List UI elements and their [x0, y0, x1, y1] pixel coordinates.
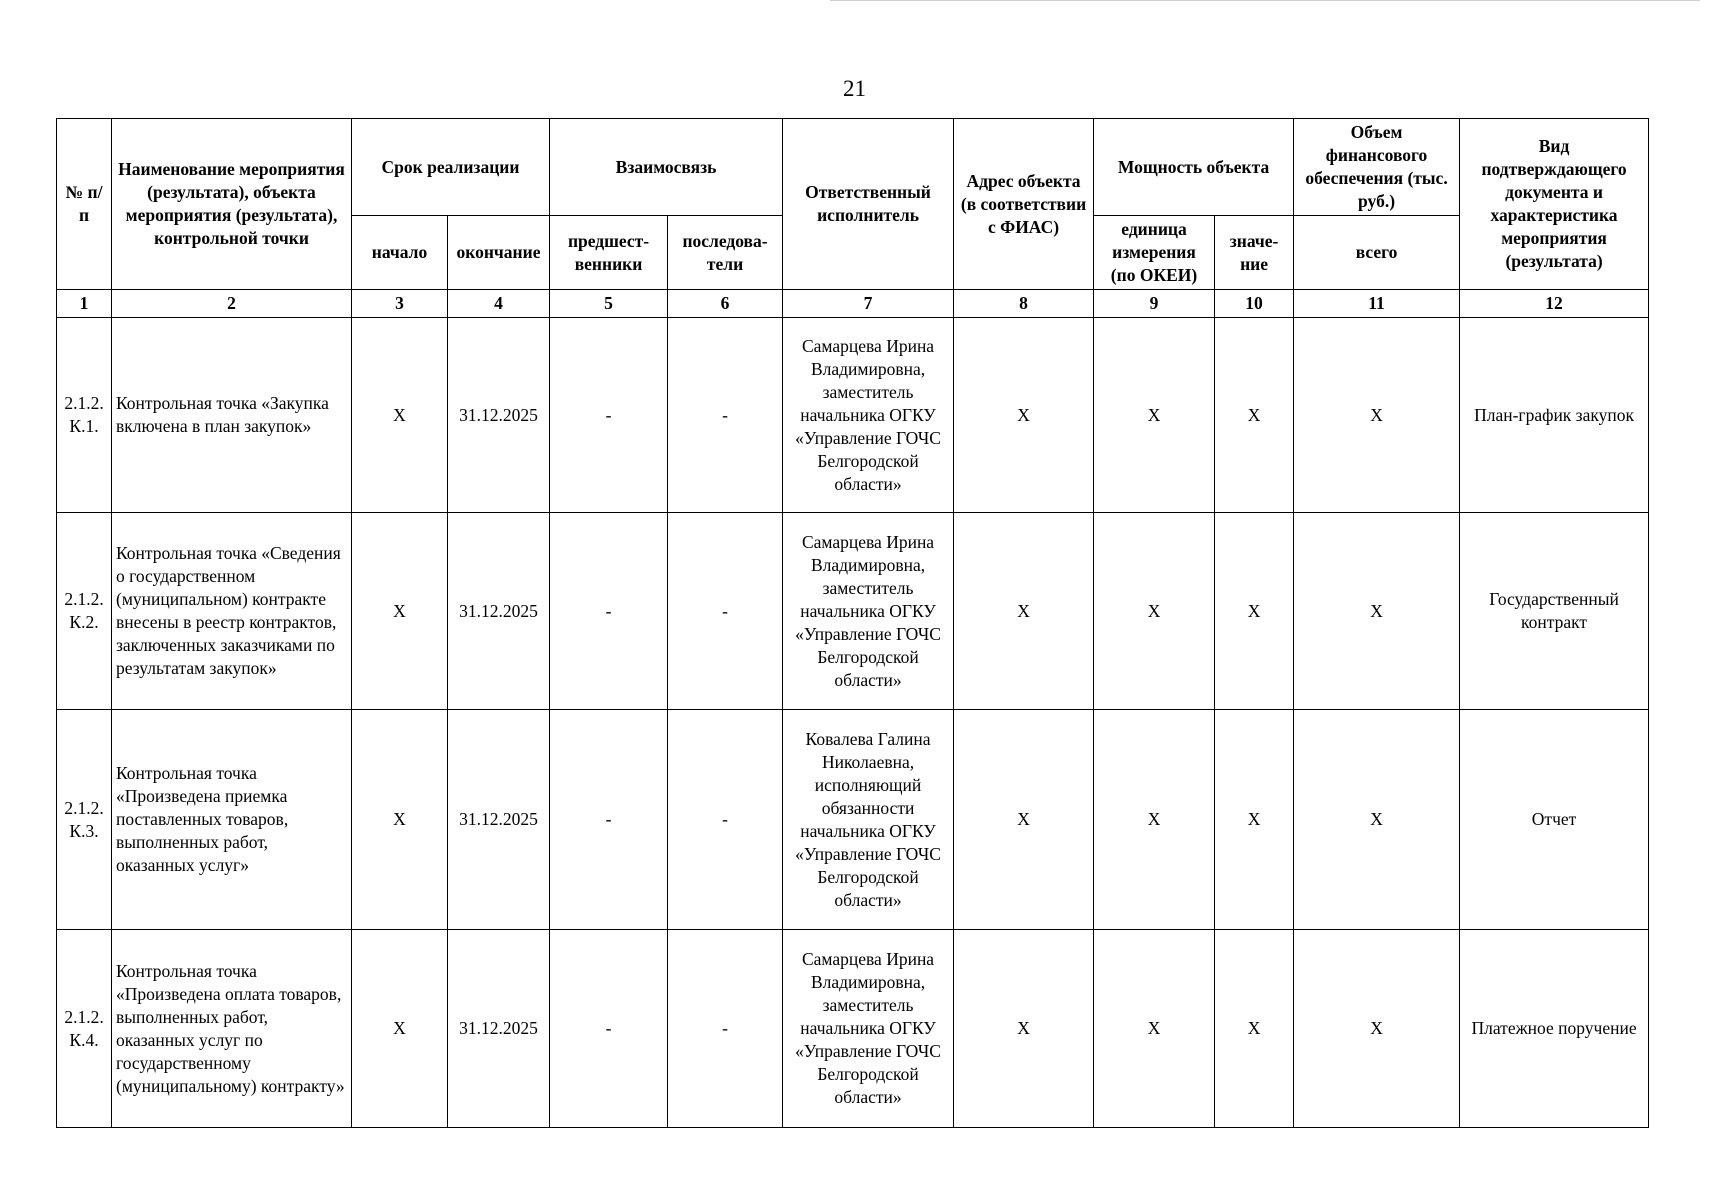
header-finance: Объем финансового обеспечения (тыс. руб.) — [1294, 119, 1460, 216]
row-responsible: Ковалева Галина Николаевна, исполняющий обязанности начальника ОГКУ «Управление ГОЧС Белгородской области» — [783, 710, 954, 930]
row-end: 31.12.2025 — [448, 513, 550, 710]
header-num: № п/п — [57, 119, 112, 290]
row-start: Х — [352, 930, 448, 1128]
scan-edge-line — [830, 0, 1700, 1]
column-number: 3 — [352, 290, 448, 318]
table-row — [57, 318, 1649, 513]
row-responsible: Самарцева Ирина Владимировна, заместитель начальника ОГКУ «Управление ГОЧС Белгородской области» — [783, 930, 954, 1128]
header-end: окончание — [448, 216, 550, 290]
row-total: Х — [1294, 710, 1460, 930]
row-successors: - — [668, 513, 783, 710]
row-number: 2.1.2. К.4. — [57, 930, 112, 1128]
row-successors: - — [668, 318, 783, 513]
table-row — [57, 513, 1649, 710]
row-unit: Х — [1094, 930, 1215, 1128]
row-end: 31.12.2025 — [448, 318, 550, 513]
row-address: Х — [954, 318, 1094, 513]
header-period: Срок реализации — [352, 119, 550, 216]
column-number: 12 — [1460, 290, 1649, 318]
row-successors: - — [668, 930, 783, 1128]
column-number: 8 — [954, 290, 1094, 318]
row-number: 2.1.2. К.1. — [57, 318, 112, 513]
row-address: Х — [954, 513, 1094, 710]
column-number: 7 — [783, 290, 954, 318]
row-value: Х — [1215, 930, 1294, 1128]
row-unit: Х — [1094, 710, 1215, 930]
column-number-row — [57, 290, 1649, 318]
header-row-1 — [57, 119, 1649, 216]
column-number: 11 — [1294, 290, 1460, 318]
column-number: 2 — [112, 290, 352, 318]
header-address: Адрес объекта (в соответствии с ФИАС) — [954, 119, 1094, 290]
column-number: 10 — [1215, 290, 1294, 318]
header-successors: последова-тели — [668, 216, 783, 290]
row-document: Платежное поручение — [1460, 930, 1649, 1128]
row-unit: Х — [1094, 318, 1215, 513]
row-start: Х — [352, 318, 448, 513]
row-end: 31.12.2025 — [448, 710, 550, 930]
row-total: Х — [1294, 318, 1460, 513]
header-start: начало — [352, 216, 448, 290]
row-total: Х — [1294, 930, 1460, 1128]
row-predecessors: - — [550, 513, 668, 710]
row-name: Контрольная точка «Произведена приемка поставленных товаров, выполненных работ, оказанных услуг» — [112, 710, 352, 930]
header-document: Вид подтверждающего документа и характеристика мероприятия (результата) — [1460, 119, 1649, 290]
column-number: 4 — [448, 290, 550, 318]
row-predecessors: - — [550, 318, 668, 513]
row-address: Х — [954, 710, 1094, 930]
header-unit: единица измерения (по ОКЕИ) — [1094, 216, 1215, 290]
row-number: 2.1.2. К.2. — [57, 513, 112, 710]
row-predecessors: - — [550, 930, 668, 1128]
control-points-table — [56, 118, 1649, 1128]
row-name: Контрольная точка «Сведения о государственном (муниципальном) контракте внесены в реестр контрактов, заключенных заказчиками по результатам закупок» — [112, 513, 352, 710]
row-value: Х — [1215, 318, 1294, 513]
column-number: 6 — [668, 290, 783, 318]
row-end: 31.12.2025 — [448, 930, 550, 1128]
header-name: Наименование мероприятия (результата), объекта мероприятия (результата), контрольной точки — [112, 119, 352, 290]
row-unit: Х — [1094, 513, 1215, 710]
row-responsible: Самарцева Ирина Владимировна, заместитель начальника ОГКУ «Управление ГОЧС Белгородской области» — [783, 318, 954, 513]
row-document: Государственный контракт — [1460, 513, 1649, 710]
table-row — [57, 930, 1649, 1128]
row-start: Х — [352, 513, 448, 710]
row-name: Контрольная точка «Произведена оплата товаров, выполненных работ, оказанных услуг по государственному (муниципальному) контракту» — [112, 930, 352, 1128]
header-capacity: Мощность объекта — [1094, 119, 1294, 216]
table-row — [57, 710, 1649, 930]
row-name: Контрольная точка «Закупка включена в план закупок» — [112, 318, 352, 513]
row-successors: - — [668, 710, 783, 930]
header-total: всего — [1294, 216, 1460, 290]
row-document: Отчет — [1460, 710, 1649, 930]
row-value: Х — [1215, 513, 1294, 710]
row-document: План-график закупок — [1460, 318, 1649, 513]
page-number: 21 — [843, 76, 866, 101]
header-responsible: Ответственный исполнитель — [783, 119, 954, 290]
column-number: 1 — [57, 290, 112, 318]
row-total: Х — [1294, 513, 1460, 710]
row-start: Х — [352, 710, 448, 930]
column-number: 5 — [550, 290, 668, 318]
row-responsible: Самарцева Ирина Владимировна, заместитель начальника ОГКУ «Управление ГОЧС Белгородской области» — [783, 513, 954, 710]
row-predecessors: - — [550, 710, 668, 930]
header-predecessors: предшест-венники — [550, 216, 668, 290]
column-number: 9 — [1094, 290, 1215, 318]
header-value: значе-ние — [1215, 216, 1294, 290]
header-relation: Взаимосвязь — [550, 119, 783, 216]
row-number: 2.1.2. К.3. — [57, 710, 112, 930]
row-address: Х — [954, 930, 1094, 1128]
row-value: Х — [1215, 710, 1294, 930]
